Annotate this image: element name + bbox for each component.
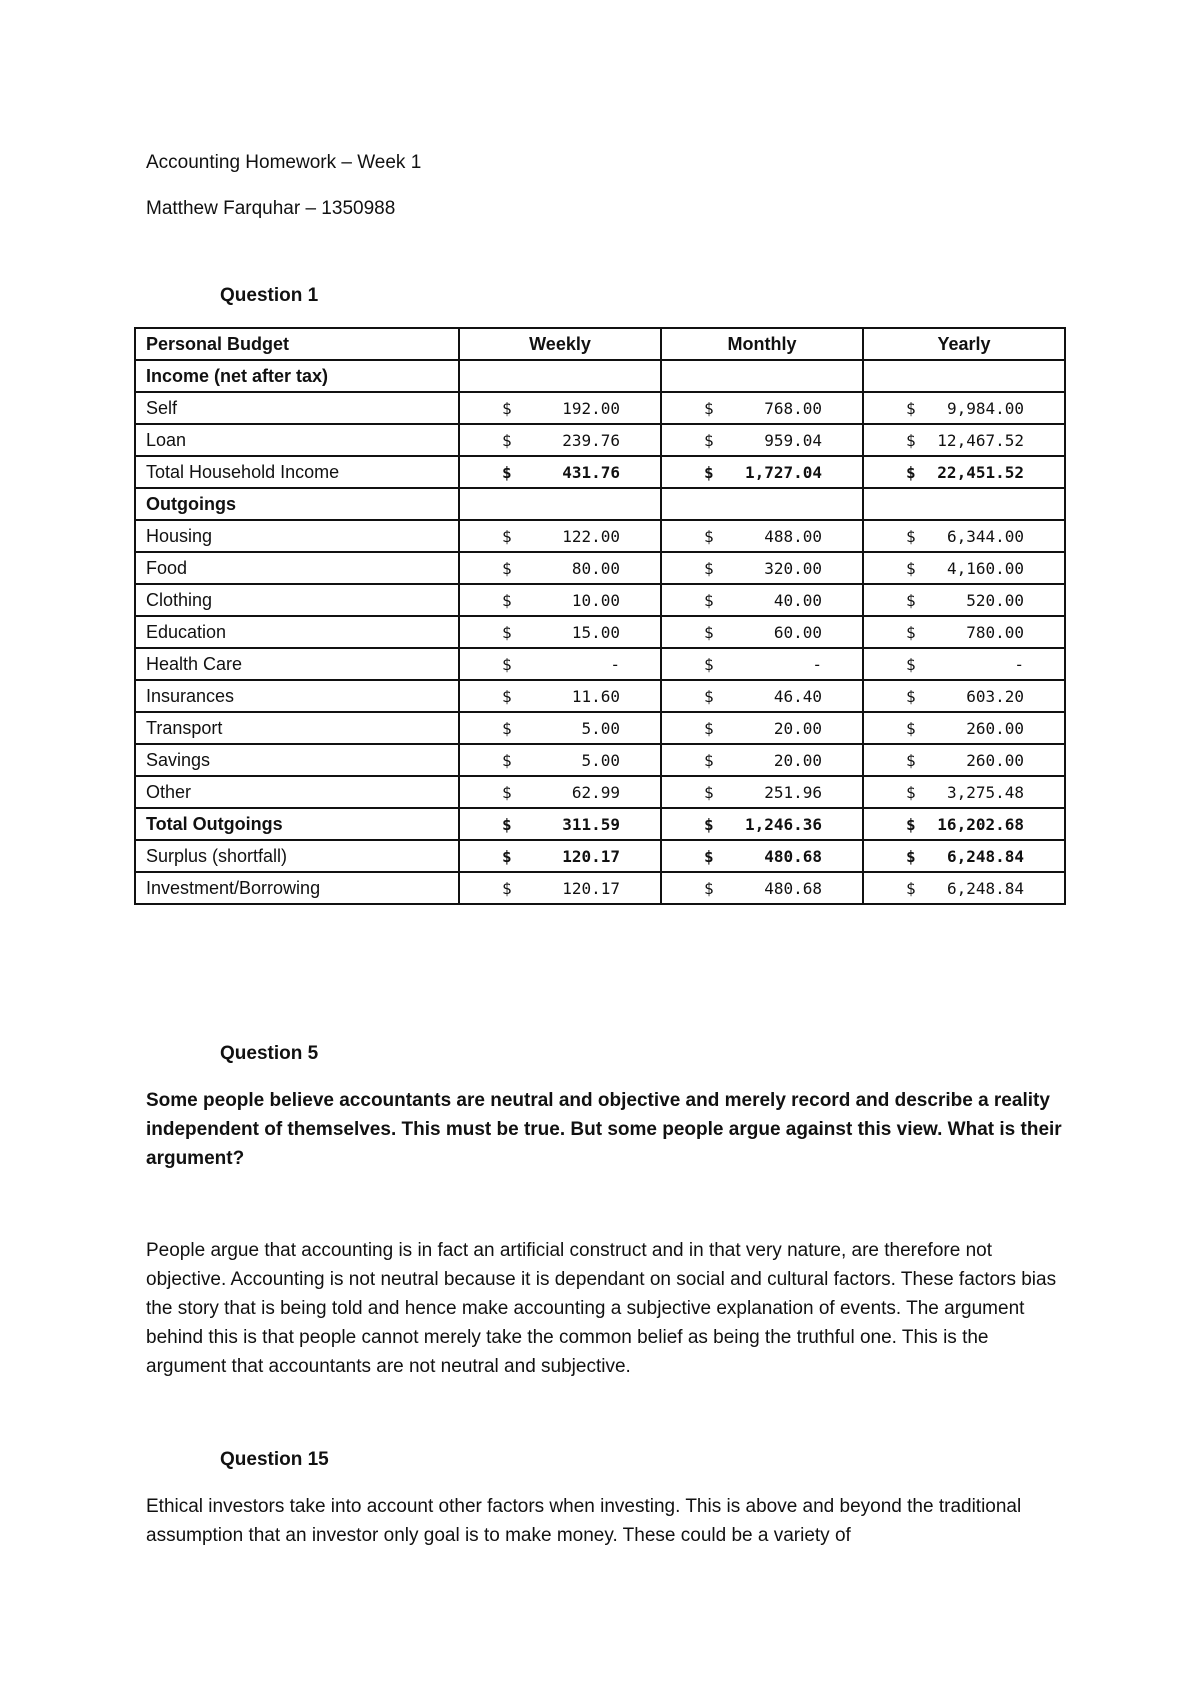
cell-weekly — [459, 840, 661, 872]
currency-symbol: $ — [906, 654, 916, 674]
table-row — [135, 456, 1065, 488]
currency-symbol: $ — [704, 750, 714, 770]
amount-value: 12,467.52 — [937, 430, 1024, 450]
cell-monthly — [661, 488, 863, 520]
amount-value: 20.00 — [773, 750, 822, 770]
amount-value: 122.00 — [562, 526, 620, 546]
amount-value: 251.96 — [764, 782, 822, 802]
amount-value: 480.68 — [764, 878, 822, 898]
amount-value: - — [812, 654, 822, 674]
cell-monthly — [661, 456, 863, 488]
row-label: Investment/Borrowing — [135, 872, 459, 904]
currency-symbol: $ — [704, 878, 714, 898]
row-label: Income (net after tax) — [135, 360, 459, 392]
amount-value: 62.99 — [571, 782, 620, 802]
currency-symbol: $ — [502, 750, 512, 770]
row-label: Education — [135, 616, 459, 648]
table-row — [135, 360, 1065, 392]
cell-yearly — [863, 712, 1065, 744]
document-title: Accounting Homework – Week 1 — [146, 152, 422, 173]
table-row — [135, 392, 1065, 424]
table-row — [135, 872, 1065, 904]
currency-symbol: $ — [704, 654, 714, 674]
cell-monthly — [661, 552, 863, 584]
currency-symbol: $ — [704, 814, 714, 834]
cell-monthly — [661, 584, 863, 616]
currency-symbol: $ — [906, 590, 916, 610]
amount-value: 959.04 — [764, 430, 822, 450]
cell-weekly — [459, 808, 661, 840]
amount-value: 3,275.48 — [946, 782, 1024, 802]
amount-value: 6,248.84 — [946, 846, 1024, 866]
currency-symbol: $ — [704, 558, 714, 578]
cell-weekly — [459, 648, 661, 680]
amount-value: - — [1014, 654, 1024, 674]
currency-symbol: $ — [704, 526, 714, 546]
amount-value: 239.76 — [562, 430, 620, 450]
amount-value: 480.68 — [764, 846, 822, 866]
cell-yearly — [863, 360, 1065, 392]
amount-value: 40.00 — [773, 590, 822, 610]
amount-value: 192.00 — [562, 398, 620, 418]
cell-monthly — [661, 776, 863, 808]
amount-value: 1,246.36 — [744, 814, 822, 834]
amount-value: 120.17 — [562, 846, 620, 866]
question-15-answer: Ethical investors take into account other factors when investing. This is above and beyond the traditional assumption that an investor only goal is to make money. These could be a variety of — [146, 1496, 1022, 1546]
amount-value: 11.60 — [571, 686, 620, 706]
row-label: Self — [135, 392, 459, 424]
table-row — [135, 616, 1065, 648]
cell-weekly — [459, 712, 661, 744]
table-row — [135, 552, 1065, 584]
currency-symbol: $ — [502, 814, 512, 834]
amount-value: 780.00 — [966, 622, 1024, 642]
currency-symbol: $ — [704, 590, 714, 610]
cell-monthly — [661, 872, 863, 904]
currency-symbol: $ — [906, 814, 916, 834]
table-row — [135, 584, 1065, 616]
amount-value: 603.20 — [966, 686, 1024, 706]
currency-symbol: $ — [906, 462, 916, 482]
currency-symbol: $ — [906, 430, 916, 450]
cell-yearly — [863, 488, 1065, 520]
column-header-label: Personal Budget — [135, 328, 459, 360]
currency-symbol: $ — [906, 558, 916, 578]
amount-value: 10.00 — [571, 590, 620, 610]
amount-value: - — [610, 654, 620, 674]
currency-symbol: $ — [502, 430, 512, 450]
currency-symbol: $ — [906, 750, 916, 770]
cell-weekly — [459, 776, 661, 808]
cell-weekly — [459, 520, 661, 552]
currency-symbol: $ — [502, 782, 512, 802]
currency-symbol: $ — [704, 718, 714, 738]
amount-value: 260.00 — [966, 718, 1024, 738]
cell-yearly — [863, 456, 1065, 488]
currency-symbol: $ — [906, 878, 916, 898]
cell-weekly — [459, 872, 661, 904]
row-label: Food — [135, 552, 459, 584]
cell-yearly — [863, 744, 1065, 776]
currency-symbol: $ — [502, 526, 512, 546]
currency-symbol: $ — [906, 526, 916, 546]
amount-value: 6,248.84 — [946, 878, 1024, 898]
table-row — [135, 744, 1065, 776]
row-label: Housing — [135, 520, 459, 552]
cell-yearly — [863, 808, 1065, 840]
cell-yearly — [863, 680, 1065, 712]
column-header-weekly: Weekly — [459, 328, 661, 360]
row-label: Clothing — [135, 584, 459, 616]
table-row — [135, 808, 1065, 840]
currency-symbol: $ — [704, 622, 714, 642]
currency-symbol: $ — [704, 846, 714, 866]
cell-monthly — [661, 840, 863, 872]
currency-symbol: $ — [704, 462, 714, 482]
cell-monthly — [661, 712, 863, 744]
personal-budget-table — [134, 327, 1066, 905]
amount-value: 431.76 — [562, 462, 620, 482]
cell-monthly — [661, 616, 863, 648]
cell-monthly — [661, 520, 863, 552]
row-label: Loan — [135, 424, 459, 456]
row-label: Surplus (shortfall) — [135, 840, 459, 872]
row-label: Savings — [135, 744, 459, 776]
currency-symbol: $ — [906, 686, 916, 706]
currency-symbol: $ — [502, 462, 512, 482]
row-label: Other — [135, 776, 459, 808]
question-5-prompt: Some people believe accountants are neutral and objective and merely record and describe a reality independent of themselves. This must be true. But some people argue against this view. What is their argument? — [146, 1090, 1062, 1169]
amount-value: 46.40 — [773, 686, 822, 706]
row-label: Health Care — [135, 648, 459, 680]
question-5-heading: Question 5 — [220, 1043, 319, 1064]
table-row — [135, 520, 1065, 552]
amount-value: 311.59 — [562, 814, 620, 834]
currency-symbol: $ — [704, 430, 714, 450]
amount-value: 22,451.52 — [937, 462, 1024, 482]
question-5-answer: People argue that accounting is in fact an artificial construct and in that very nature, are therefore not objective. Accounting is not neutral because it is dependant on social and cultural factors. These factors bias the story that is being told and hence make accounting a subjective explanation of events. The argument behind this is that people cannot merely take the common belief as being the truthful one. This is the argument that accountants are not neutral and subjective. — [146, 1240, 1057, 1377]
row-label: Total Household Income — [135, 456, 459, 488]
currency-symbol: $ — [502, 686, 512, 706]
amount-value: 80.00 — [571, 558, 620, 578]
table-row — [135, 840, 1065, 872]
cell-yearly — [863, 776, 1065, 808]
cell-yearly — [863, 648, 1065, 680]
cell-yearly — [863, 520, 1065, 552]
cell-weekly — [459, 424, 661, 456]
cell-weekly — [459, 616, 661, 648]
row-label: Insurances — [135, 680, 459, 712]
currency-symbol: $ — [502, 590, 512, 610]
cell-yearly — [863, 392, 1065, 424]
cell-weekly — [459, 584, 661, 616]
author-line: Matthew Farquhar – 1350988 — [146, 198, 396, 219]
amount-value: 768.00 — [764, 398, 822, 418]
cell-yearly — [863, 424, 1065, 456]
currency-symbol: $ — [502, 718, 512, 738]
cell-monthly — [661, 392, 863, 424]
table-row — [135, 488, 1065, 520]
cell-weekly — [459, 456, 661, 488]
table-row — [135, 648, 1065, 680]
cell-yearly — [863, 552, 1065, 584]
row-label: Outgoings — [135, 488, 459, 520]
cell-yearly — [863, 616, 1065, 648]
column-header-yearly: Yearly — [863, 328, 1065, 360]
currency-symbol: $ — [502, 654, 512, 674]
currency-symbol: $ — [704, 398, 714, 418]
cell-weekly — [459, 392, 661, 424]
amount-value: 4,160.00 — [946, 558, 1024, 578]
table-header-row — [135, 328, 1065, 360]
currency-symbol: $ — [502, 878, 512, 898]
cell-weekly — [459, 488, 661, 520]
amount-value: 16,202.68 — [937, 814, 1024, 834]
row-label: Total Outgoings — [135, 808, 459, 840]
table-row — [135, 712, 1065, 744]
amount-value: 320.00 — [764, 558, 822, 578]
cell-weekly — [459, 360, 661, 392]
amount-value: 60.00 — [773, 622, 822, 642]
table-row — [135, 680, 1065, 712]
question-1-heading: Question 1 — [220, 285, 319, 306]
cell-yearly — [863, 840, 1065, 872]
cell-monthly — [661, 744, 863, 776]
cell-monthly — [661, 648, 863, 680]
amount-value: 5.00 — [581, 718, 620, 738]
column-header-monthly: Monthly — [661, 328, 863, 360]
cell-monthly — [661, 424, 863, 456]
cell-monthly — [661, 360, 863, 392]
cell-monthly — [661, 808, 863, 840]
currency-symbol: $ — [502, 622, 512, 642]
currency-symbol: $ — [704, 782, 714, 802]
amount-value: 9,984.00 — [946, 398, 1024, 418]
currency-symbol: $ — [906, 398, 916, 418]
question-15-heading: Question 15 — [220, 1449, 329, 1470]
cell-yearly — [863, 872, 1065, 904]
amount-value: 488.00 — [764, 526, 822, 546]
currency-symbol: $ — [502, 558, 512, 578]
cell-weekly — [459, 680, 661, 712]
currency-symbol: $ — [906, 622, 916, 642]
currency-symbol: $ — [502, 398, 512, 418]
cell-yearly — [863, 584, 1065, 616]
amount-value: 1,727.04 — [744, 462, 822, 482]
amount-value: 260.00 — [966, 750, 1024, 770]
currency-symbol: $ — [906, 846, 916, 866]
table-row — [135, 424, 1065, 456]
currency-symbol: $ — [502, 846, 512, 866]
amount-value: 5.00 — [581, 750, 620, 770]
amount-value: 120.17 — [562, 878, 620, 898]
currency-symbol: $ — [906, 782, 916, 802]
cell-weekly — [459, 552, 661, 584]
amount-value: 6,344.00 — [946, 526, 1024, 546]
cell-weekly — [459, 744, 661, 776]
cell-monthly — [661, 680, 863, 712]
amount-value: 520.00 — [966, 590, 1024, 610]
amount-value: 20.00 — [773, 718, 822, 738]
amount-value: 15.00 — [571, 622, 620, 642]
currency-symbol: $ — [704, 686, 714, 706]
currency-symbol: $ — [906, 718, 916, 738]
row-label: Transport — [135, 712, 459, 744]
table-row — [135, 776, 1065, 808]
